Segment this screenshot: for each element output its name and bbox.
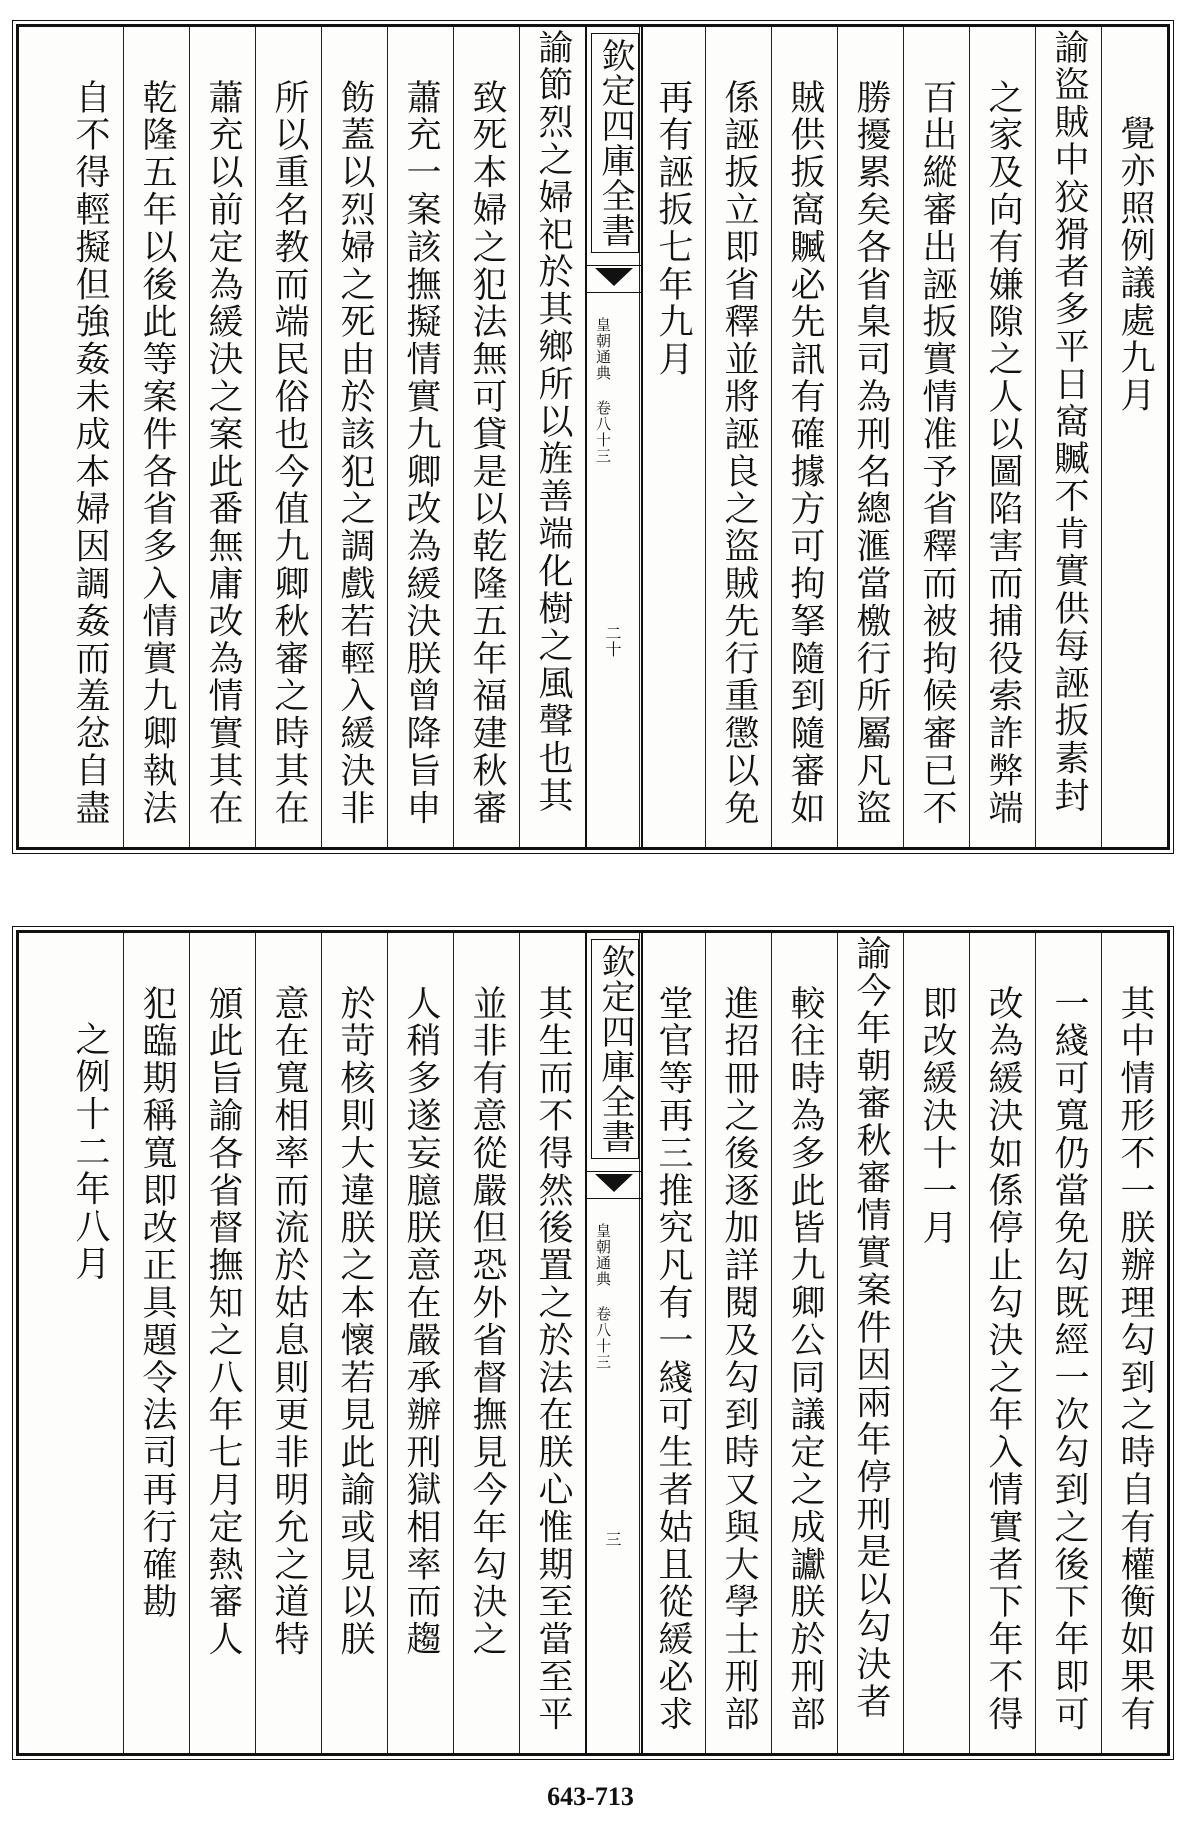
- text-column: [837, 27, 904, 847]
- text-column: [1035, 933, 1102, 1753]
- fishtail-mark: [587, 265, 641, 293]
- column-text: 自不得輕擬但強姦未成本婦因調姦而羞忿自盡: [70, 79, 110, 827]
- text-column: [453, 933, 520, 1753]
- text-column: [189, 933, 256, 1753]
- text-column: [903, 27, 970, 847]
- text-column: [123, 27, 190, 847]
- column-text: 犯臨期稱寬即改正具題令法司再行確勘: [137, 985, 177, 1621]
- folio-number: 二十: [603, 625, 622, 657]
- text-column: [321, 27, 388, 847]
- column-text: 其中情形不一朕辦理勾到之時自有權衡如果有: [1115, 985, 1155, 1733]
- text-column: [1035, 27, 1102, 847]
- text-column: [255, 27, 322, 847]
- text-column: [639, 27, 706, 847]
- text-column: [519, 27, 586, 847]
- column-text: 並非有意從嚴但恐外省督撫見今年勾決之: [467, 985, 507, 1659]
- column-text: 較往時為多此皆九卿公同議定之成讞朕於刑部: [785, 985, 825, 1733]
- column-text: 其生而不得然後置之於法在朕心惟期至當至平: [533, 985, 573, 1733]
- text-column: [639, 933, 706, 1753]
- column-text: 飭蓋以烈婦之死由於該犯之調戲若輕入緩決非: [335, 79, 375, 827]
- column-text: 蕭充一案該撫擬情實九卿改為緩決朕曾降旨申: [401, 79, 441, 827]
- text-column: [705, 27, 772, 847]
- column-text: 覺亦照例議處九月: [1115, 115, 1155, 415]
- chapter-label: 皇朝通典 卷八十三: [594, 1223, 612, 1370]
- column-text: 所以重名教而端民俗也今值九卿秋審之時其在: [269, 79, 309, 827]
- text-column: [387, 27, 454, 847]
- column-text: 即改緩決十一月: [917, 985, 957, 1247]
- text-column: [969, 27, 1036, 847]
- column-text: 進招冊之後逐加詳閱及勾到時又與大學士刑部: [719, 985, 759, 1733]
- text-column: [255, 933, 322, 1753]
- column-text: 致死本婦之犯法無可貸是以乾隆五年福建秋審: [467, 79, 507, 827]
- text-column: [705, 933, 772, 1753]
- text-column: [903, 933, 970, 1753]
- column-text: 之家及向有嫌隙之人以圖陷害而捕役索詐弊端: [983, 79, 1023, 827]
- column-text: 諭盜賊中狡猾者多平日窩贓不肯實供每誣扳素封: [1049, 29, 1089, 815]
- text-column: [57, 933, 123, 1753]
- page-code: 643-713: [547, 1782, 634, 1811]
- column-text: 於苛核則大違朕之本懷若見此諭或見以朕: [335, 985, 375, 1659]
- center-margin: [585, 933, 643, 1753]
- column-text: 乾隆五年以後此等案件各省多入情實九卿執法: [137, 79, 177, 827]
- text-column: [189, 27, 256, 847]
- column-text: 再有誣扳七年九月: [653, 79, 693, 379]
- text-column: [1101, 933, 1168, 1753]
- text-column: [123, 933, 190, 1753]
- text-column: [1101, 27, 1168, 847]
- bottom-page: [16, 930, 1170, 1756]
- book-title: 欽定四庫全書: [591, 939, 639, 1159]
- text-column: [453, 27, 520, 847]
- column-text: 之例十二年八月: [70, 1021, 110, 1283]
- column-text: 係誣扳立即省釋並將誣良之盜賊先行重懲以免: [719, 79, 759, 827]
- top-page: [16, 24, 1170, 850]
- text-column: [837, 933, 904, 1753]
- book-title: 欽定四庫全書: [591, 33, 639, 253]
- column-text: 改為緩決如係停止勾決之年入情實者下年不得: [983, 985, 1023, 1733]
- chapter-label: 皇朝通典 卷八十三: [594, 317, 612, 464]
- text-column: [321, 933, 388, 1753]
- text-column: [771, 27, 838, 847]
- text-column: [57, 27, 123, 847]
- folio-number: 三: [603, 1531, 622, 1547]
- column-text: 諭今年朝審秋審情實案件因兩年停刑是以勾決者: [851, 935, 891, 1721]
- column-text: 蕭充以前定為緩決之案此番無庸改為情實其在: [203, 79, 243, 827]
- column-text: 頒此旨諭各省督撫知之八年七月定熱審人: [203, 985, 243, 1659]
- text-column: [519, 933, 586, 1753]
- center-margin: [585, 27, 643, 847]
- column-text: 賊供扳窩贓必先訊有確據方可拘拏隨到隨審如: [785, 79, 825, 827]
- text-column: [387, 933, 454, 1753]
- column-text: 百出縱審出誣扳實情准予省釋而被拘候審已不: [917, 79, 957, 827]
- text-column: [969, 933, 1036, 1753]
- text-column: [771, 933, 838, 1753]
- fishtail-mark: [587, 1171, 641, 1199]
- column-text: 堂官等再三推究凡有一綫可生者姑且從緩必求: [653, 985, 693, 1733]
- column-text: 意在寬相率而流於姑息則更非明允之道特: [269, 985, 309, 1659]
- column-text: 一綫可寬仍當免勾既經一次勾到之後下年即可: [1049, 985, 1089, 1733]
- column-text: 諭節烈之婦祀於其鄉所以旌善端化樹之風聲也其: [533, 29, 573, 815]
- column-text: 勝擾累矣各省臬司為刑名總滙當檄行所屬凡盜: [851, 79, 891, 827]
- column-text: 人稍多遂妄臆朕意在嚴承辦刑獄相率而趨: [401, 985, 441, 1659]
